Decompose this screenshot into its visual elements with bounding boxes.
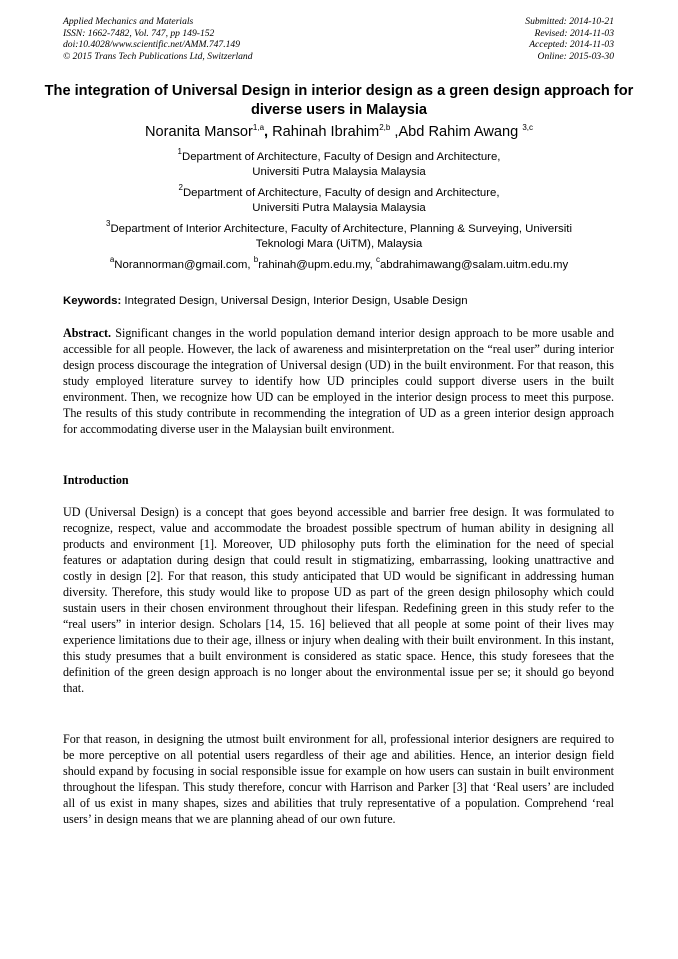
section-heading-introduction: Introduction [63,473,129,487]
email-address[interactable]: abdrahimawang@salam.uitm.edu.my [379,259,569,271]
journal-issn: ISSN: 1662-7482, Vol. 747, pp 149-152 [63,27,215,39]
abstract-label: Abstract. [63,326,112,340]
affiliation [40,147,638,180]
online-date: Online: 2015-03-30 [537,50,614,62]
author-separator: , [390,124,399,140]
submission-dates [525,16,614,62]
accepted-date: Accepted: 2014-11-03 [529,39,614,51]
affiliation-institution: Universiti Putra Malaysia Malaysia [252,166,426,178]
author-affiliation-mark: 3,c [522,123,533,132]
email-mark: a [109,255,115,264]
affiliation-department: Department of Architecture, Faculty of design and Architecture, [182,187,500,199]
paper-title: The integration of Universal Design in interior design as a green design approach for diverse users in Malaysia [44,83,634,118]
affiliation-mark: 3 [106,219,111,228]
affiliation-department: Department of Interior Architecture, Faculty of Architecture, Planning & Surveying, Universiti [110,223,572,235]
submitted-date: Submitted: 2014-10-21 [525,16,614,27]
affiliation-institution: Teknologi Mara (UiTM), Malaysia [255,238,423,250]
paragraph: UD (Universal Design) is a concept that goes beyond accessible and barrier free design. It was formulated to recognize, respect, value and accommodate the broadest possible spectrum of human ability in designing all products and environment [1]. Moreover, UD philosophy puts forth the elimination for the need of special features or adaptation during design that could result in stigmatizing, embarrassing, looking unattractive and costly in design [2]. For that reason, this study anticipated that UD would be significant in addressing human diversity. Therefore, this study would like to propose UD as part of the green design philosophy which could sustain users in their chosen environment throughout their lifespan. Redefining green in this study refer to the “real users” in interior design. Scholars [14, 15. 16] believed that all people at some point of their lives may experience limitations due to their age, illness or injury when dealing with their built environment. In this instant, this study presumes that a built environment is considered as static space. Hence, this study foresees that the definition of the green design approach is no longer about the environmental issue per se; it should go beyond that. [63,505,614,695]
abstract-text: Significant changes in the world population demand interior design approach to be more usable and accessible for all people. However, the lack of awareness and misinterpretation on the “real user” during interior design process discourage the integration of Universal design (UD) in the built environment. For that reason, this study employed literature survey to identify how UD principles could support diverse users in the built environment. Then, we recognize how UD can be employed in the interior design process to meet this purpose. The results of this study contribute in recommending the integration of UD as a green interior design approach for accommodating diverse user in the Malaysian built environment. [63,326,614,436]
keywords-text: Integrated Design, Universal Design, Interior Design, Usable Design [121,295,468,307]
author-name: Abd Rahim Awang [398,124,523,140]
keywords [63,294,623,309]
affiliation-institution: Universiti Putra Malaysia Malaysia [252,202,426,214]
affiliation-mark: 1 [177,147,182,156]
author-name: Noranita Mansor [145,124,253,140]
email-mark: b [253,255,259,264]
author-list [40,122,638,142]
journal-copyright: © 2015 Trans Tech Publications Ltd, Switzerland [63,50,253,62]
author-emails [40,255,638,273]
journal-doi[interactable]: doi:10.4028/www.scientific.net/AMM.747.149 [63,39,241,51]
journal-info [63,16,253,62]
email-address[interactable]: Norannorman@gmail.com, [114,259,254,271]
author-separator: , [264,124,273,140]
affiliation-department: Department of Architecture, Faculty of Design and Architecture, [181,151,501,163]
affiliation [40,219,638,252]
keywords-label: Keywords: [63,295,122,307]
journal-name: Applied Mechanics and Materials [63,16,194,27]
email-mark: c [375,255,380,264]
author-affiliation-mark: 1,a [252,123,265,132]
email-address[interactable]: rahinah@upm.edu.my, [258,259,376,271]
author-name: Rahinah Ibrahim [272,124,380,140]
affiliation [40,183,638,216]
revised-date: Revised: 2014-11-03 [534,27,614,39]
affiliation-mark: 2 [178,183,183,192]
paragraph: For that reason, in designing the utmost built environment for all, professional interior designers are required to be more perceptive on all potential users regardless of their age and abilities. Hence, an interior design field should expand by focusing in social responsible issue for example on how users can sustain in built environment throughout the lifespan. This study therefore, concur with Harrison and Parker [3] that ‘Real users’ are included all of us exist in many shapes, sizes and abilities that truly representative of a population. Comprehend ‘real users’ in design means that we are planning ahead of our own future. [63,732,614,826]
abstract [63,325,614,437]
author-affiliation-mark: 2,b [379,123,391,132]
